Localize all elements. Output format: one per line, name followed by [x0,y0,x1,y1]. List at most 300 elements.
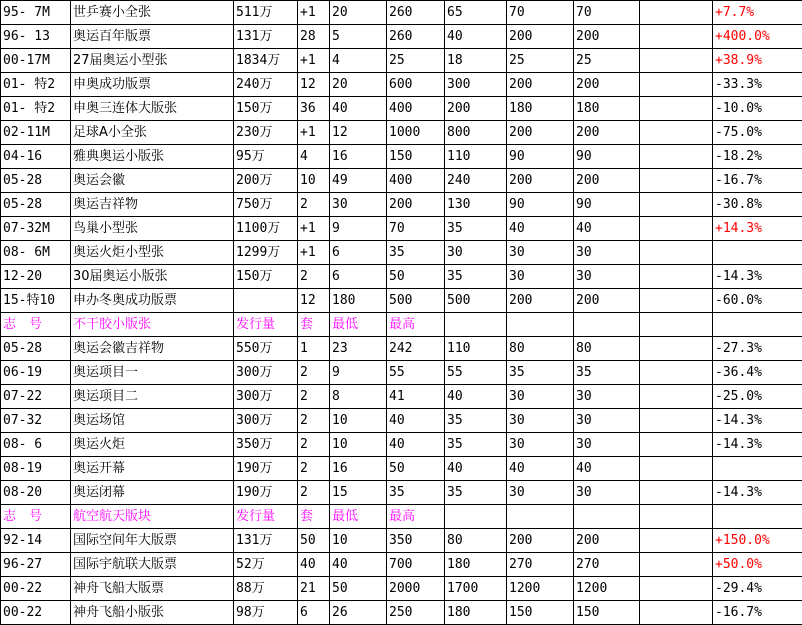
price-col8-cell: 25 [507,49,574,73]
stamp-name-cell: 奥运场馆 [71,409,234,433]
price-col8-cell: 200 [507,529,574,553]
price-high-cell: 50 [387,265,445,289]
issue-volume-cell: 1100万 [234,217,298,241]
price-low-cell: 9 [330,361,387,385]
change-percent-cell: +14.3% [713,217,802,241]
quantity-cell: 12 [298,289,330,313]
table-row [1,217,802,241]
blank-col-cell [640,217,713,241]
price-col7-cell: 240 [445,169,507,193]
stamp-name-cell: 奥运火炬 [71,433,234,457]
stamp-name-cell: 鸟巢小型张 [71,217,234,241]
header-blank-col-cell [640,313,713,337]
table-row [1,145,802,169]
blank-col-cell [640,601,713,625]
price-high-cell: 55 [387,361,445,385]
issue-volume-cell: 750万 [234,193,298,217]
price-col8-cell: 200 [507,169,574,193]
quantity-cell: 28 [298,25,330,49]
price-low-cell: 40 [330,97,387,121]
stamp-name-cell: 奥运会徽 [71,169,234,193]
price-col7-cell: 1700 [445,577,507,601]
stamp-name-cell: 神舟飞船小版张 [71,601,234,625]
header-quantity-cell: 套 [298,505,330,529]
stamp-name-cell: 申办冬奥成功版票 [71,289,234,313]
price-low-cell: 10 [330,433,387,457]
change-percent-cell: -36.4% [713,361,802,385]
table-row [1,457,802,481]
stamp-name-cell: 30届奥运小版张 [71,265,234,289]
price-low-cell: 10 [330,529,387,553]
price-low-cell: 26 [330,601,387,625]
table-row [1,193,802,217]
price-high-cell: 41 [387,385,445,409]
stamp-name-cell: 申奥三连体大版张 [71,97,234,121]
blank-col-cell [640,553,713,577]
price-col7-cell: 180 [445,601,507,625]
price-low-cell: 8 [330,385,387,409]
price-col8-cell: 30 [507,265,574,289]
header-price-low-cell: 最低 [330,505,387,529]
price-col9-cell: 90 [574,193,640,217]
stamp-code-cell: 04-16 [1,145,71,169]
change-percent-cell: -30.8% [713,193,802,217]
stamp-name-cell: 国际空间年大版票 [71,529,234,553]
price-low-cell: 23 [330,337,387,361]
price-col9-cell: 180 [574,97,640,121]
stamp-name-cell: 足球A小全张 [71,121,234,145]
price-low-cell: 6 [330,265,387,289]
price-col9-cell: 270 [574,553,640,577]
blank-col-cell [640,169,713,193]
blank-col-cell [640,97,713,121]
price-col7-cell: 110 [445,337,507,361]
price-high-cell: 50 [387,457,445,481]
table-row [1,385,802,409]
header-price-col7-cell [445,505,507,529]
quantity-cell: 1 [298,337,330,361]
issue-volume-cell: 1299万 [234,241,298,265]
header-price-high-cell: 最高 [387,505,445,529]
change-percent-cell: -60.0% [713,289,802,313]
quantity-cell: 2 [298,193,330,217]
price-col8-cell: 200 [507,25,574,49]
change-percent-cell: -16.7% [713,169,802,193]
price-col9-cell: 200 [574,73,640,97]
table-row [1,289,802,313]
quantity-cell: 2 [298,385,330,409]
blank-col-cell [640,385,713,409]
quantity-cell: 2 [298,433,330,457]
price-high-cell: 2000 [387,577,445,601]
section-header-row [1,505,802,529]
price-col8-cell: 40 [507,217,574,241]
table-row [1,481,802,505]
quantity-cell: 36 [298,97,330,121]
header-issue-volume-cell: 发行量 [234,313,298,337]
stamp-name-cell: 奥运吉祥物 [71,193,234,217]
price-high-cell: 40 [387,433,445,457]
price-low-cell: 10 [330,409,387,433]
price-col7-cell: 35 [445,217,507,241]
price-col8-cell: 150 [507,601,574,625]
table-row [1,25,802,49]
price-col7-cell: 18 [445,49,507,73]
stamp-code-cell: 96- 13 [1,25,71,49]
blank-col-cell [640,457,713,481]
price-col9-cell: 30 [574,385,640,409]
header-price-col7-cell [445,313,507,337]
price-col7-cell: 55 [445,361,507,385]
stamp-name-cell: 奥运百年版票 [71,25,234,49]
price-col9-cell: 80 [574,337,640,361]
price-high-cell: 1000 [387,121,445,145]
issue-volume-cell: 88万 [234,577,298,601]
price-col8-cell: 70 [507,1,574,25]
change-percent-cell: -16.7% [713,601,802,625]
price-col8-cell: 200 [507,73,574,97]
price-high-cell: 260 [387,25,445,49]
header-price-low-cell: 最低 [330,313,387,337]
price-high-cell: 35 [387,481,445,505]
price-col7-cell: 40 [445,385,507,409]
stamp-code-cell: 08-20 [1,481,71,505]
price-col8-cell: 30 [507,409,574,433]
stamp-code-cell: 00-22 [1,601,71,625]
quantity-cell: 2 [298,481,330,505]
blank-col-cell [640,289,713,313]
blank-col-cell [640,241,713,265]
issue-volume-cell: 300万 [234,385,298,409]
header-stamp-code-cell: 志 号 [1,313,71,337]
price-low-cell: 20 [330,73,387,97]
price-col7-cell: 500 [445,289,507,313]
stamp-name-cell: 奥运项目二 [71,385,234,409]
blank-col-cell [640,481,713,505]
blank-col-cell [640,361,713,385]
price-low-cell: 5 [330,25,387,49]
table-row [1,97,802,121]
stamp-code-cell: 15-特10 [1,289,71,313]
price-col8-cell: 200 [507,289,574,313]
quantity-cell: 2 [298,265,330,289]
table-row [1,553,802,577]
price-col9-cell: 25 [574,49,640,73]
table-row [1,121,802,145]
table-row [1,361,802,385]
stamp-code-cell: 06-19 [1,361,71,385]
issue-volume-cell: 190万 [234,481,298,505]
change-percent-cell: +38.9% [713,49,802,73]
table-row [1,265,802,289]
blank-col-cell [640,265,713,289]
change-percent-cell: +150.0% [713,529,802,553]
price-high-cell: 350 [387,529,445,553]
quantity-cell: +1 [298,121,330,145]
stamp-code-cell: 07-32 [1,409,71,433]
price-col7-cell: 35 [445,481,507,505]
change-percent-cell: -25.0% [713,385,802,409]
price-high-cell: 70 [387,217,445,241]
blank-col-cell [640,1,713,25]
stamp-code-cell: 08-19 [1,457,71,481]
change-percent-cell: -27.3% [713,337,802,361]
stamp-name-cell: 奥运闭幕 [71,481,234,505]
blank-col-cell [640,433,713,457]
price-col7-cell: 130 [445,193,507,217]
change-percent-cell: +400.0% [713,25,802,49]
stamp-name-cell: 奥运开幕 [71,457,234,481]
change-percent-cell [713,241,802,265]
price-low-cell: 40 [330,553,387,577]
quantity-cell: +1 [298,241,330,265]
stamp-code-cell: 12-20 [1,265,71,289]
issue-volume-cell: 150万 [234,265,298,289]
header-change-percent-cell [713,313,802,337]
price-col7-cell: 35 [445,265,507,289]
price-high-cell: 242 [387,337,445,361]
price-col8-cell: 1200 [507,577,574,601]
stamp-name-cell: 奥运火炬小型张 [71,241,234,265]
price-col9-cell: 200 [574,529,640,553]
price-col9-cell: 200 [574,169,640,193]
blank-col-cell [640,409,713,433]
price-col8-cell: 80 [507,337,574,361]
issue-volume-cell: 300万 [234,409,298,433]
stamp-code-cell: 96-27 [1,553,71,577]
price-high-cell: 35 [387,241,445,265]
price-col8-cell: 90 [507,193,574,217]
issue-volume-cell: 550万 [234,337,298,361]
change-percent-cell: -14.3% [713,265,802,289]
quantity-cell: 40 [298,553,330,577]
price-col7-cell: 300 [445,73,507,97]
price-col9-cell: 30 [574,409,640,433]
issue-volume-cell: 190万 [234,457,298,481]
issue-volume-cell: 350万 [234,433,298,457]
stamp-code-cell: 05-28 [1,193,71,217]
table-row [1,241,802,265]
issue-volume-cell: 300万 [234,361,298,385]
price-col9-cell: 200 [574,25,640,49]
price-low-cell: 15 [330,481,387,505]
price-col9-cell: 90 [574,145,640,169]
blank-col-cell [640,577,713,601]
price-high-cell: 600 [387,73,445,97]
price-col8-cell: 270 [507,553,574,577]
price-col8-cell: 40 [507,457,574,481]
quantity-cell: +1 [298,1,330,25]
price-col7-cell: 200 [445,97,507,121]
stamp-name-cell: 27届奥运小型张 [71,49,234,73]
price-col9-cell: 35 [574,361,640,385]
table-row [1,169,802,193]
price-col7-cell: 80 [445,529,507,553]
price-low-cell: 20 [330,1,387,25]
change-percent-cell [713,457,802,481]
quantity-cell: 2 [298,361,330,385]
blank-col-cell [640,73,713,97]
price-high-cell: 25 [387,49,445,73]
stamp-code-cell: 08- 6M [1,241,71,265]
stamp-name-cell: 雅典奥运小版张 [71,145,234,169]
price-col7-cell: 35 [445,433,507,457]
header-price-col9-cell [574,313,640,337]
price-col9-cell: 150 [574,601,640,625]
price-low-cell: 9 [330,217,387,241]
price-col7-cell: 30 [445,241,507,265]
stamp-name-cell: 奥运项目一 [71,361,234,385]
quantity-cell: 6 [298,601,330,625]
table-row [1,1,802,25]
blank-col-cell [640,145,713,169]
price-col8-cell: 180 [507,97,574,121]
blank-col-cell [640,193,713,217]
price-col8-cell: 90 [507,145,574,169]
header-stamp-name-cell: 航空航天版块 [71,505,234,529]
price-high-cell: 500 [387,289,445,313]
issue-volume-cell: 230万 [234,121,298,145]
header-issue-volume-cell: 发行量 [234,505,298,529]
blank-col-cell [640,49,713,73]
price-high-cell: 260 [387,1,445,25]
quantity-cell: 12 [298,73,330,97]
header-stamp-name-cell: 不干胶小版张 [71,313,234,337]
issue-volume-cell [234,289,298,313]
price-high-cell: 400 [387,169,445,193]
price-col9-cell: 30 [574,265,640,289]
header-price-col9-cell [574,505,640,529]
stamp-code-cell: 05-28 [1,337,71,361]
table-row [1,73,802,97]
issue-volume-cell: 131万 [234,529,298,553]
price-col7-cell: 800 [445,121,507,145]
price-col9-cell: 200 [574,121,640,145]
price-col7-cell: 180 [445,553,507,577]
price-low-cell: 16 [330,145,387,169]
price-col9-cell: 30 [574,241,640,265]
header-price-col8-cell [507,313,574,337]
blank-col-cell [640,25,713,49]
stamp-code-cell: 92-14 [1,529,71,553]
stamp-name-cell: 国际宇航联大版票 [71,553,234,577]
price-col8-cell: 200 [507,121,574,145]
header-blank-col-cell [640,505,713,529]
price-col8-cell: 30 [507,433,574,457]
table-row [1,49,802,73]
price-high-cell: 400 [387,97,445,121]
price-col9-cell: 70 [574,1,640,25]
price-high-cell: 200 [387,193,445,217]
price-col9-cell: 200 [574,289,640,313]
price-col8-cell: 30 [507,385,574,409]
change-percent-cell: -75.0% [713,121,802,145]
change-percent-cell: -33.3% [713,73,802,97]
stamp-name-cell: 世乒赛小全张 [71,1,234,25]
price-low-cell: 30 [330,193,387,217]
price-col7-cell: 40 [445,457,507,481]
quantity-cell: 4 [298,145,330,169]
stamp-code-cell: 00-22 [1,577,71,601]
price-high-cell: 250 [387,601,445,625]
price-low-cell: 16 [330,457,387,481]
table-row [1,601,802,625]
header-price-high-cell: 最高 [387,313,445,337]
quantity-cell: 2 [298,409,330,433]
stamp-code-cell: 95- 7M [1,1,71,25]
issue-volume-cell: 150万 [234,97,298,121]
price-low-cell: 6 [330,241,387,265]
quantity-cell: 10 [298,169,330,193]
price-col7-cell: 35 [445,409,507,433]
price-col7-cell: 65 [445,1,507,25]
price-low-cell: 49 [330,169,387,193]
price-high-cell: 40 [387,409,445,433]
change-percent-cell: -14.3% [713,433,802,457]
blank-col-cell [640,121,713,145]
issue-volume-cell: 52万 [234,553,298,577]
quantity-cell: +1 [298,49,330,73]
header-change-percent-cell [713,505,802,529]
stamp-code-cell: 07-32M [1,217,71,241]
issue-volume-cell: 95万 [234,145,298,169]
stamp-code-cell: 02-11M [1,121,71,145]
issue-volume-cell: 200万 [234,169,298,193]
quantity-cell: +1 [298,217,330,241]
table-row [1,433,802,457]
stamp-name-cell: 神舟飞船大版票 [71,577,234,601]
blank-col-cell [640,337,713,361]
price-col9-cell: 1200 [574,577,640,601]
price-col7-cell: 110 [445,145,507,169]
issue-volume-cell: 511万 [234,1,298,25]
price-low-cell: 4 [330,49,387,73]
stamp-code-cell: 00-17M [1,49,71,73]
change-percent-cell: -29.4% [713,577,802,601]
price-low-cell: 12 [330,121,387,145]
issue-volume-cell: 1834万 [234,49,298,73]
stamp-code-cell: 08- 6 [1,433,71,457]
quantity-cell: 21 [298,577,330,601]
change-percent-cell: +7.7% [713,1,802,25]
stamp-name-cell: 奥运会徽吉祥物 [71,337,234,361]
stamp-code-cell: 01- 特2 [1,97,71,121]
header-price-col8-cell [507,505,574,529]
change-percent-cell: -14.3% [713,409,802,433]
price-col7-cell: 40 [445,25,507,49]
price-col8-cell: 35 [507,361,574,385]
blank-col-cell [640,529,713,553]
quantity-cell: 50 [298,529,330,553]
change-percent-cell: +50.0% [713,553,802,577]
section-header-row [1,313,802,337]
price-col9-cell: 40 [574,457,640,481]
table-row [1,337,802,361]
price-col9-cell: 30 [574,433,640,457]
table-row [1,409,802,433]
price-col9-cell: 40 [574,217,640,241]
stamp-code-cell: 07-22 [1,385,71,409]
price-col8-cell: 30 [507,241,574,265]
price-col8-cell: 30 [507,481,574,505]
price-low-cell: 50 [330,577,387,601]
price-high-cell: 700 [387,553,445,577]
table-row [1,577,802,601]
quantity-cell: 2 [298,457,330,481]
stamp-code-cell: 01- 特2 [1,73,71,97]
price-low-cell: 180 [330,289,387,313]
header-quantity-cell: 套 [298,313,330,337]
